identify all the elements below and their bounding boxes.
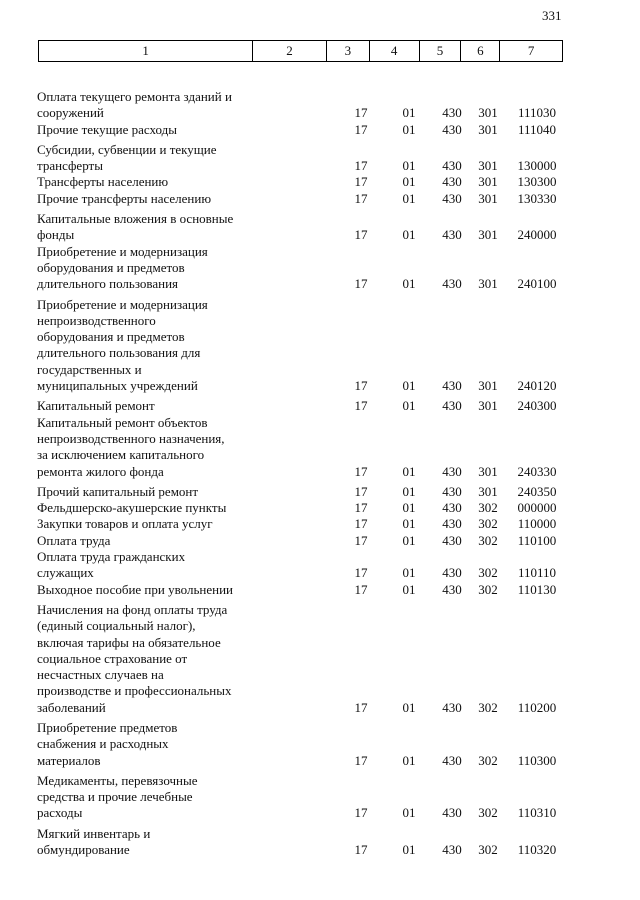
row-description-line: Трансферты населению [37,174,169,190]
column-header-1: 1 [39,41,253,61]
row-description-line: фонды [37,227,75,243]
table-row [0,516,640,532]
table-row [0,484,640,500]
code-col-6: 301 [478,227,498,243]
row-description-line: Прочий капитальный ремонт [37,483,199,499]
row-description-line: Фельдшерско-акушерские пункты [37,500,227,516]
row-description-line: Закупки товаров и оплата услуг [37,516,213,532]
code-col-3: 17 [354,398,368,414]
row-codes [0,753,640,769]
code-col-6: 301 [478,398,498,414]
code-col-3: 17 [354,174,368,190]
row-codes [0,805,640,821]
row-description-line: Медикаменты, перевязочные [37,772,198,788]
table-row [0,826,640,859]
table-row [0,533,640,549]
code-col-7: 111030 [517,105,557,121]
code-col-7: 130330 [517,190,557,206]
code-col-6: 301 [478,174,498,190]
row-description-line: Приобретение и модернизация [37,296,208,312]
row-description-line: ремонта жилого фонда [37,463,164,479]
code-col-3: 17 [354,378,368,394]
row-description-line: обмундирование [37,842,130,858]
row-codes [0,484,640,500]
column-header-3: 3 [327,41,370,61]
code-col-3: 17 [354,500,368,516]
row-description-line: Мягкий инвентарь и [37,825,151,841]
table-row [0,297,640,395]
code-col-5: 430 [442,227,462,243]
code-col-6: 302 [478,805,498,821]
row-description-line: Оплата труда гражданских [37,549,186,565]
code-col-6: 301 [478,105,498,121]
code-col-7: 110300 [517,752,557,768]
code-col-4: 01 [402,190,416,206]
code-col-6: 301 [478,463,498,479]
code-col-6: 302 [478,842,498,858]
code-col-4: 01 [402,516,416,532]
code-col-4: 01 [402,227,416,243]
row-description-line: трансферты [37,158,103,174]
code-col-3: 17 [354,190,368,206]
code-col-4: 01 [402,483,416,499]
code-col-7: 240100 [517,276,557,292]
row-codes [0,565,640,581]
code-col-7: 130000 [517,158,557,174]
code-col-7: 240000 [517,227,557,243]
table-row [0,244,640,293]
code-col-6: 301 [478,378,498,394]
code-col-6: 302 [478,516,498,532]
table-row [0,174,640,190]
row-codes [0,398,640,414]
column-header-5: 5 [420,41,462,61]
row-description-line: включая тарифы на обязательное [37,634,221,650]
row-description-line: длительного пользования [37,276,179,292]
row-description-line: Выходное пособие при увольнении [37,581,233,597]
table-row [0,191,640,207]
code-col-3: 17 [354,565,368,581]
code-col-4: 01 [402,158,416,174]
row-description-line: Приобретение предметов [37,719,178,735]
code-col-3: 17 [354,699,368,715]
code-col-5: 430 [442,121,462,137]
row-description-line: Капитальные вложения в основные [37,211,234,227]
row-codes [0,700,640,716]
code-col-5: 430 [442,516,462,532]
row-codes [0,500,640,516]
column-header-row [38,40,563,62]
column-header-6: 6 [461,41,500,61]
code-col-7: 110130 [517,581,557,597]
code-col-3: 17 [354,516,368,532]
code-col-6: 301 [478,276,498,292]
row-codes [0,533,640,549]
row-codes [0,842,640,858]
code-col-7: 110000 [517,516,557,532]
code-col-5: 430 [442,483,462,499]
row-description-line: муниципальных учреждений [37,378,198,394]
code-col-6: 302 [478,752,498,768]
code-col-5: 430 [442,699,462,715]
row-codes [0,516,640,532]
table-row [0,142,640,175]
code-col-4: 01 [402,121,416,137]
row-description-line: расходы [37,805,83,821]
row-codes [0,174,640,190]
row-description-line: несчастных случаев на [37,667,164,683]
row-description-line: Оплата труда [37,532,111,548]
table-row [0,500,640,516]
code-col-3: 17 [354,752,368,768]
code-col-3: 17 [354,105,368,121]
row-description-line: государственных и [37,361,142,377]
code-col-3: 17 [354,158,368,174]
code-col-4: 01 [402,699,416,715]
row-description-line: заболеваний [37,699,106,715]
row-description-line: Оплата текущего ремонта зданий и [37,89,232,104]
table-row [0,773,640,822]
code-col-4: 01 [402,398,416,414]
code-col-5: 430 [442,190,462,206]
row-description-line: непроизводственного назначения, [37,430,225,446]
row-description-line: Капитальный ремонт объектов [37,414,208,430]
row-description-line: Прочие трансферты населению [37,190,212,206]
code-col-3: 17 [354,483,368,499]
code-col-7: 110200 [517,699,557,715]
page-number: 331 [542,8,562,23]
code-col-3: 17 [354,276,368,292]
code-col-7: 110320 [517,842,557,858]
code-col-6: 301 [478,190,498,206]
code-col-3: 17 [354,581,368,597]
row-codes [0,227,640,243]
code-col-5: 430 [442,532,462,548]
table-row [0,211,640,244]
row-codes [0,122,640,138]
code-col-4: 01 [402,752,416,768]
code-col-4: 01 [402,500,416,516]
column-header-7: 7 [527,43,535,58]
row-codes [0,105,640,121]
code-col-7: 000000 [517,500,557,516]
code-col-7: 240330 [517,463,557,479]
table-row [0,549,640,582]
code-col-4: 01 [402,105,416,121]
code-col-6: 302 [478,581,498,597]
code-col-7: 240120 [517,378,557,394]
code-col-4: 01 [402,463,416,479]
column-header-4: 4 [370,41,420,61]
row-description-line: длительного пользования для [37,345,201,361]
row-description-line: Приобретение и модернизация [37,243,208,259]
code-col-6: 302 [478,500,498,516]
code-col-7: 130300 [517,174,557,190]
table-row [0,720,640,769]
code-col-7: 110110 [517,565,557,581]
code-col-7: 110310 [517,805,557,821]
row-codes [0,378,640,394]
row-description-line: за исключением капитального [37,447,205,463]
code-col-6: 301 [478,158,498,174]
code-col-5: 430 [442,378,462,394]
code-col-4: 01 [402,565,416,581]
code-col-3: 17 [354,842,368,858]
code-col-5: 430 [442,463,462,479]
code-col-5: 430 [442,500,462,516]
row-description-line: непроизводственного [37,312,156,328]
code-col-7: 240300 [517,398,557,414]
table-row [0,398,640,414]
code-col-5: 430 [442,805,462,821]
row-codes [0,276,640,292]
row-codes [0,582,640,598]
code-col-3: 17 [354,532,368,548]
row-description-line: служащих [37,565,94,581]
code-col-4: 01 [402,581,416,597]
row-codes [0,464,640,480]
code-col-5: 430 [442,398,462,414]
row-description-line: оборудования и предметов [37,259,185,275]
code-col-5: 430 [442,565,462,581]
code-col-6: 302 [478,699,498,715]
row-description-line: производстве и профессиональных [37,683,232,699]
code-col-4: 01 [402,276,416,292]
row-description-line: Капитальный ремонт [37,398,155,414]
row-description-line: Прочие текущие расходы [37,121,177,137]
column-header-2: 2 [253,41,327,61]
code-col-4: 01 [402,174,416,190]
code-col-5: 430 [442,158,462,174]
row-codes [0,158,640,174]
row-description-line: (единый социальный налог), [37,618,196,634]
row-description-line: снабжения и расходных [37,736,169,752]
code-col-3: 17 [354,463,368,479]
code-col-6: 301 [478,483,498,499]
code-col-6: 302 [478,532,498,548]
code-col-4: 01 [402,532,416,548]
code-col-5: 430 [442,581,462,597]
code-col-7: 110100 [517,532,557,548]
code-col-4: 01 [402,805,416,821]
code-col-5: 430 [442,842,462,858]
code-col-4: 01 [402,378,416,394]
table-row [0,415,640,480]
code-col-5: 430 [442,752,462,768]
table-row [0,582,640,598]
table-row [0,122,640,138]
row-description-line: оборудования и предметов [37,329,185,345]
code-col-3: 17 [354,805,368,821]
table-row [0,602,640,716]
code-col-3: 17 [354,121,368,137]
code-col-6: 302 [478,565,498,581]
row-description-line: средства и прочие лечебные [37,789,193,805]
code-col-3: 17 [354,227,368,243]
code-col-5: 430 [442,276,462,292]
row-description-line: материалов [37,752,101,768]
row-description-line: социальное страхование от [37,650,188,666]
budget-table-body [0,89,640,858]
row-description-line: Субсидии, субвенции и текущие [37,141,217,157]
code-col-5: 430 [442,174,462,190]
row-codes [0,191,640,207]
code-col-4: 01 [402,842,416,858]
code-col-5: 430 [442,105,462,121]
code-col-7: 111040 [517,121,557,137]
table-row [0,89,640,122]
row-description-line: сооружений [37,105,104,121]
code-col-6: 301 [478,121,498,137]
code-col-7: 240350 [517,483,557,499]
row-description-line: Начисления на фонд оплаты труда [37,601,228,617]
